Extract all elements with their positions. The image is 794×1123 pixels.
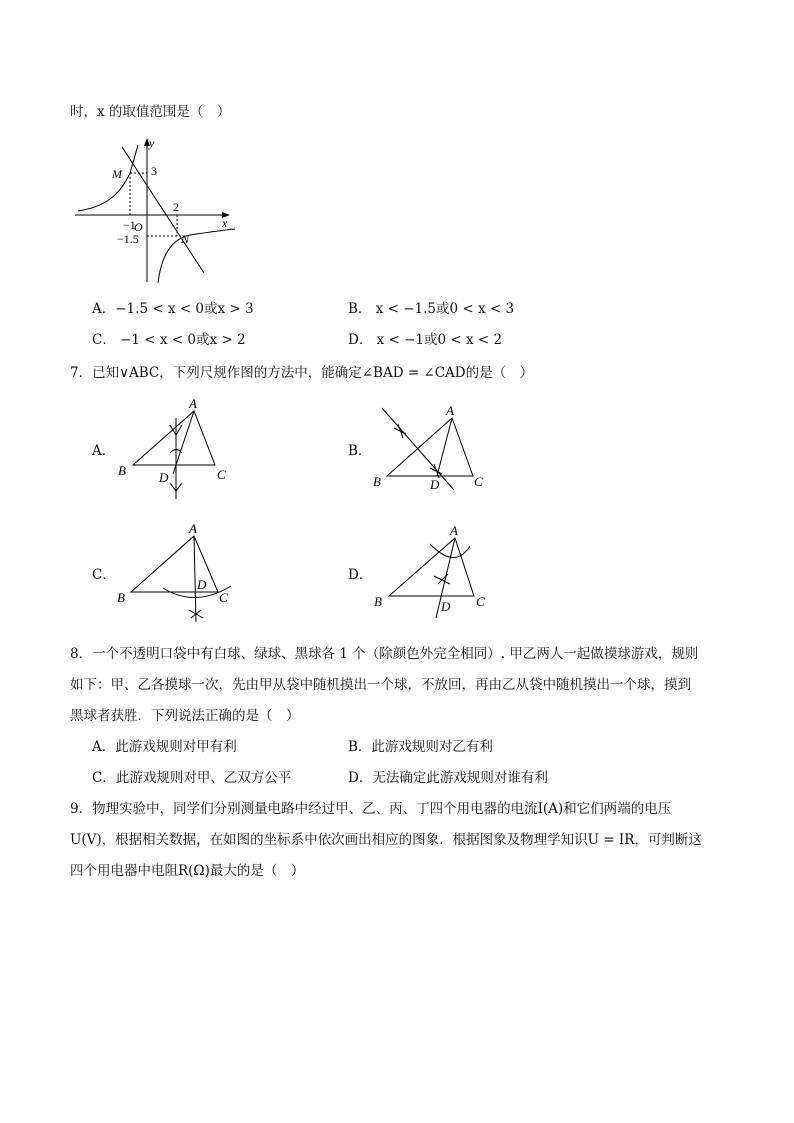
q7-figure-a bbox=[115, 393, 240, 503]
q6-graph bbox=[70, 135, 240, 285]
q7-option-d-label[interactable]: D． bbox=[348, 567, 373, 583]
origin-label: O bbox=[134, 220, 143, 234]
pt-a: A bbox=[446, 403, 454, 418]
pt-d: D bbox=[197, 577, 207, 592]
q8-option-d[interactable]: D．无法确定此游戏规则对谁有利 bbox=[348, 770, 548, 786]
q8-option-b[interactable]: B．此游戏规则对乙有利 bbox=[348, 739, 493, 755]
q7-figure-d bbox=[370, 522, 500, 622]
tick-neg1: −1 bbox=[123, 218, 136, 232]
pt-a: A bbox=[189, 396, 197, 411]
q7-figure-c bbox=[115, 518, 245, 628]
pt-c: C bbox=[217, 467, 226, 482]
q7-stem: 7．已知∨ABC，下列尺规作图的方法中，能确定∠BAD = ∠CAD的是（ ） bbox=[70, 365, 534, 381]
tick-2: 2 bbox=[173, 200, 179, 214]
point-n-label: N bbox=[181, 232, 190, 246]
q8-option-c[interactable]: C．此游戏规则对甲、乙双方公平 bbox=[92, 770, 292, 786]
q9-line1: 9．物理实验中，同学们分别测量电路中经过甲、乙、丙、丁四个用电器的电流I(A)和它们两端的电压 bbox=[70, 801, 672, 817]
q6-stem: 时，x 的取值范围是（ ） bbox=[70, 104, 231, 120]
tick-3: 3 bbox=[151, 164, 157, 178]
q7-option-c-label[interactable]: C． bbox=[92, 567, 116, 583]
pt-b: B bbox=[118, 463, 126, 478]
tick-neg1-5: −1.5 bbox=[117, 232, 139, 246]
q6-option-b[interactable]: B． x < −1.5或0 < x < 3 bbox=[348, 301, 515, 317]
q7-option-b-label[interactable]: B． bbox=[348, 443, 372, 459]
q8-line2: 如下：甲、乙各摸球一次，先由甲从袋中随机摸出一个球，不放回，再由乙从袋中随机摸出一个球，摸到 bbox=[70, 677, 691, 693]
pt-c: C bbox=[219, 590, 228, 605]
q9-line3: 四个用电器中电阻R(Ω)最大的是（ ） bbox=[70, 863, 305, 879]
q8-option-a[interactable]: A．此游戏规则对甲有利 bbox=[92, 739, 237, 755]
pt-d: D bbox=[441, 599, 451, 614]
pt-a: A bbox=[189, 521, 197, 536]
pt-d: D bbox=[430, 477, 440, 492]
pt-b: B bbox=[374, 594, 382, 609]
q9-line2: U(V)，根据相关数据，在如图的坐标系中依次画出相应的图象．根据图象及物理学知识U = IR，可判断这 bbox=[70, 832, 702, 848]
pt-c: C bbox=[474, 474, 483, 489]
q6-option-a[interactable]: A．−1.5 < x < 0或x > 3 bbox=[92, 301, 254, 317]
q6-option-d[interactable]: D． x < −1或0 < x < 2 bbox=[348, 332, 503, 348]
pt-a: A bbox=[450, 523, 458, 538]
q7-figure-b bbox=[370, 400, 500, 495]
q6-option-c[interactable]: C． −1 < x < 0或x > 2 bbox=[92, 332, 246, 348]
pt-c: C bbox=[476, 594, 485, 609]
pt-d: D bbox=[159, 470, 169, 485]
q7-option-a-label[interactable]: A． bbox=[92, 443, 116, 459]
q8-line3: 黑球者获胜．下列说法正确的是（ ） bbox=[70, 708, 300, 724]
y-axis-label: y bbox=[149, 136, 155, 150]
pt-b: B bbox=[373, 474, 381, 489]
pt-b: B bbox=[117, 590, 125, 605]
q8-line1: 8．一个不透明口袋中有白球、绿球、黑球各 1 个（除颜色外完全相同）. 甲乙两人一起做摸球游戏，规则 bbox=[70, 646, 699, 662]
x-axis-label: x bbox=[222, 216, 228, 230]
point-m-label: M bbox=[112, 167, 122, 181]
